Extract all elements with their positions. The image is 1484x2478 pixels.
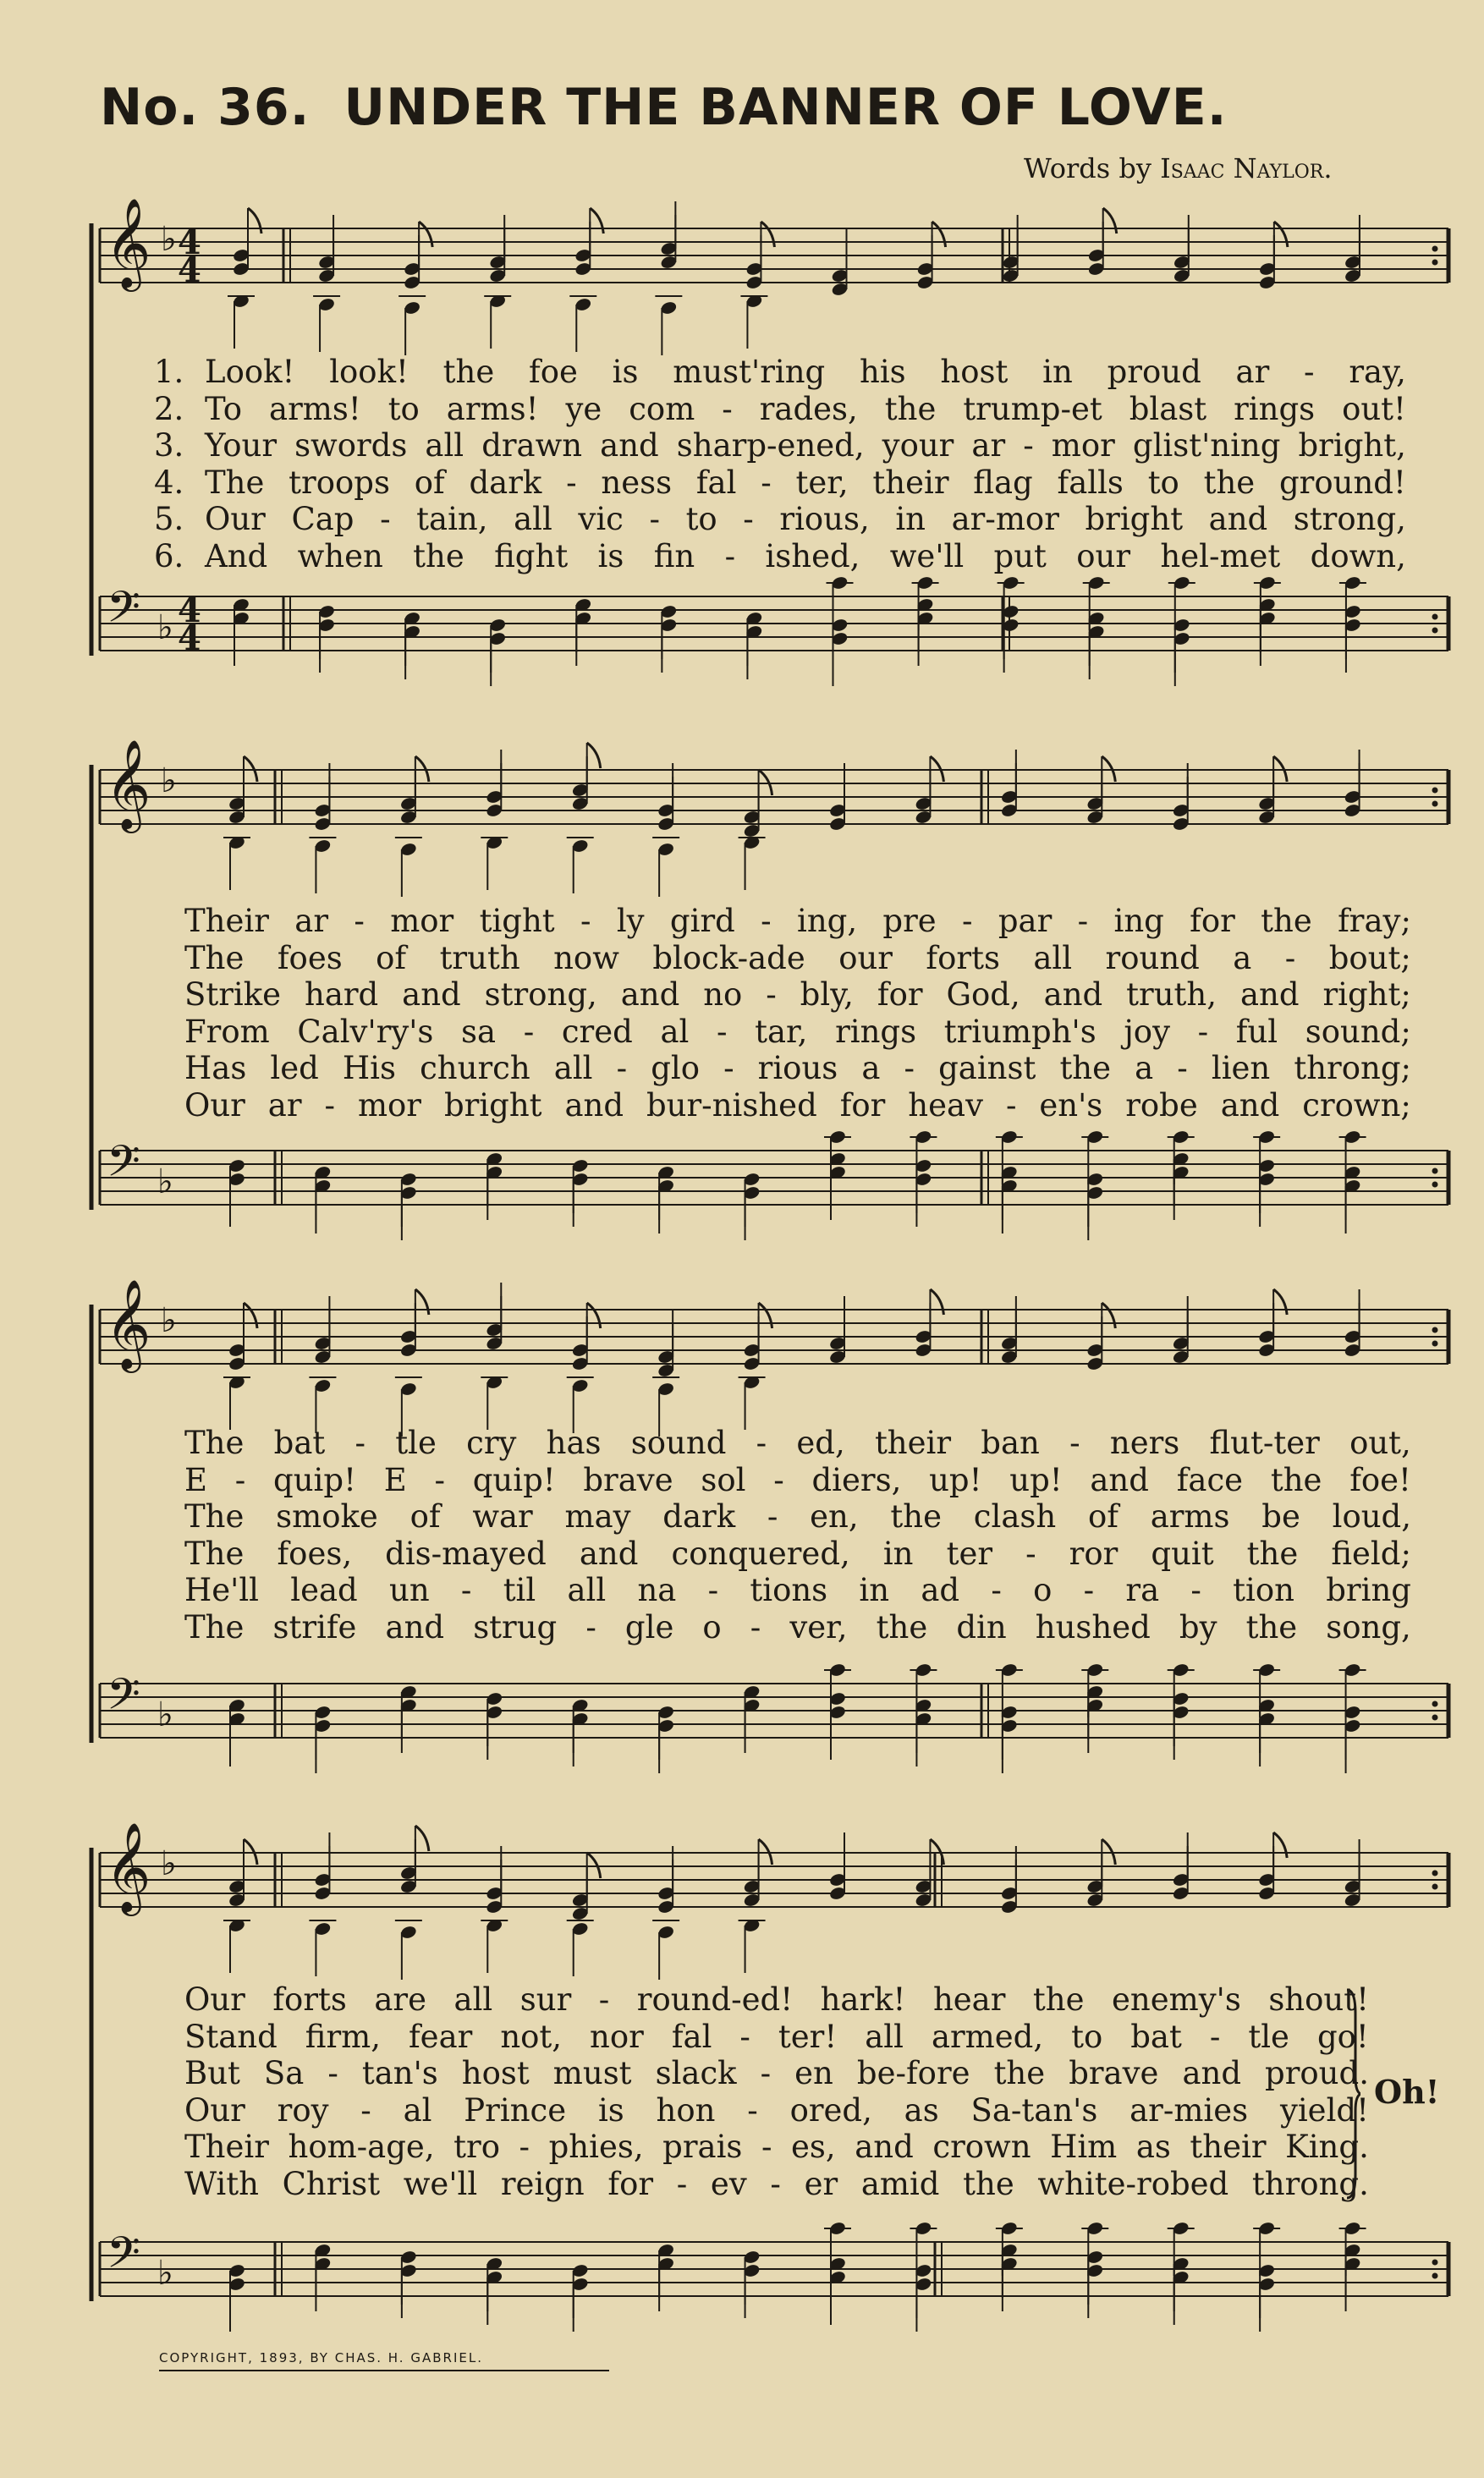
note-flag <box>590 208 603 234</box>
lyric-line <box>154 391 1406 428</box>
note-flag <box>759 1303 772 1328</box>
lyric-text: With Christ we'll reign for - ev - er amid the white-robed throng. <box>184 2165 1369 2202</box>
note-flag <box>244 1303 257 1328</box>
lyric-line <box>184 976 1411 1014</box>
bass-clef-icon: 𝄢 <box>107 581 140 643</box>
lyric-text: Has led His church all - glo - rious a - gainst the a - lien throng; <box>184 1050 1411 1086</box>
lyric-line <box>154 427 1406 464</box>
lyrics-system-2 <box>184 903 1411 1124</box>
note-flag <box>1274 222 1288 247</box>
lyric-text: The bat - tle cry has sound - ed, their ban - ners flut-ter out, <box>184 1425 1411 1461</box>
lyric-text: To arms! to arms! ye com - rades, the trump-et blast rings out! <box>205 390 1406 427</box>
lyric-line <box>154 354 1406 391</box>
note-flag <box>248 208 261 234</box>
copyright-notice: COPYRIGHT, 1893, BY CHAS. H. GABRIEL. <box>159 2350 483 2365</box>
lyric-line <box>184 2166 1369 2203</box>
bass-clef-icon: 𝄢 <box>107 2227 140 2288</box>
lyric-line <box>184 1462 1411 1499</box>
flat-icon: ♭ <box>157 2254 173 2293</box>
flat-icon: ♭ <box>161 1844 177 1883</box>
lyric-text: Your swords all drawn and sharp-ened, your ar - mor glist'ning bright, <box>205 427 1406 464</box>
lyric-line <box>184 1536 1411 1573</box>
repeat-dot <box>1432 246 1438 252</box>
note-flag <box>1102 1303 1115 1328</box>
lyric-line <box>184 940 1411 977</box>
treble-clef-icon: 𝄞 <box>105 197 151 288</box>
flat-icon: ♭ <box>157 608 173 647</box>
lyric-text: He'll lead un - til all na - tions in ad - o - ra - tion bring <box>184 1572 1411 1608</box>
author-name: Isaac Naylor. <box>1160 152 1333 184</box>
bass-clef-icon: 𝄢 <box>107 1668 140 1730</box>
lyric-text: The foes of truth now block-ade our forts all round a - bout; <box>184 939 1411 976</box>
repeat-dot <box>1432 1327 1438 1333</box>
time-signature-bottom: 4 <box>178 618 201 658</box>
lyric-line <box>184 1425 1411 1462</box>
verse-number: 6. <box>154 537 184 574</box>
lyric-line <box>184 1981 1369 2019</box>
repeat-dot <box>1432 2260 1438 2266</box>
repeat-dot <box>1432 1884 1438 1890</box>
lyric-line <box>184 1050 1411 1087</box>
note-flag <box>930 1289 943 1315</box>
lyric-line <box>184 2055 1369 2092</box>
lyric-line <box>184 1609 1411 1646</box>
lyric-text: Our ar - mor bright and bur-nished for heav - en's robe and crown; <box>184 1086 1411 1124</box>
lyric-text: The foes, dis-mayed and conquered, in ter - ror quit the field; <box>184 1535 1411 1572</box>
lyric-text: And when the fight is fin - ished, we'll put our hel-met down, <box>205 537 1406 574</box>
repeat-dot <box>1432 260 1438 266</box>
lyric-text: From Calv'ry's sa - cred al - tar, rings triumph's joy - ful sound; <box>184 1013 1411 1050</box>
verse-number: 1. <box>154 354 184 390</box>
lyric-text: Stand firm, fear not, nor fal - ter! all armed, to bat - tle go! <box>184 2018 1369 2055</box>
note-flag <box>415 1289 429 1315</box>
flat-icon: ♭ <box>157 1162 173 1201</box>
repeat-dot <box>1432 788 1438 794</box>
lyric-line <box>154 538 1406 575</box>
repeat-dot <box>1432 1182 1438 1188</box>
hymn-title-text: UNDER THE BANNER OF LOVE. <box>344 78 1228 137</box>
lyric-text: Their hom-age, tro - phies, prais - es, and crown Him as their King. <box>184 2129 1369 2165</box>
lyric-text: The troops of dark - ness fal - ter, their flag falls to the ground! <box>205 464 1406 501</box>
verse-number: 4. <box>154 464 184 501</box>
note-flag <box>1273 1832 1287 1858</box>
words-credit: Words by Isaac Naylor. <box>1024 152 1333 184</box>
repeat-dot <box>1432 1715 1438 1721</box>
lyrics-system-3 <box>184 1425 1411 1646</box>
time-signature-bottom: 4 <box>178 250 201 290</box>
note-flag <box>1103 208 1117 234</box>
lyric-line <box>184 1014 1411 1051</box>
lyric-line <box>184 1087 1411 1124</box>
repeat-dot <box>1432 801 1438 807</box>
lyric-text: E - quip! E - quip! brave sol - diers, up! up! and face the foe! <box>184 1461 1411 1498</box>
verse-number: 3. <box>154 427 184 464</box>
flat-icon: ♭ <box>157 1695 173 1734</box>
lyric-text: Our roy - al Prince is hon - ored, as Sa-tan's ar-mies yield! <box>184 2091 1369 2129</box>
lyric-line <box>154 501 1406 538</box>
time-signature-top: 4 <box>178 591 201 630</box>
treble-clef-icon: 𝄞 <box>105 1278 151 1369</box>
lyric-text: The smoke of war may dark - en, the clash of arms be loud, <box>184 1498 1411 1535</box>
note-flag <box>419 222 432 247</box>
lyric-line <box>154 464 1406 502</box>
repeat-dot <box>1432 628 1438 634</box>
lyric-line <box>184 2019 1369 2056</box>
note-flag <box>587 743 601 768</box>
lyric-text: Strike hard and strong, and no - bly, for God, and truth, and right; <box>184 976 1411 1013</box>
treble-clef-icon: 𝄞 <box>105 1821 151 1912</box>
repeat-dot <box>1432 1871 1438 1876</box>
repeat-dot <box>1432 2273 1438 2279</box>
lyric-text: But Sa - tan's host must slack - en be-fore the brave and proud. <box>184 2055 1369 2091</box>
flat-icon: ♭ <box>161 1301 177 1340</box>
verse-number: 2. <box>154 390 184 427</box>
lyric-text: Look! look! the foe is must'ring his host in proud ar - ray, <box>205 354 1406 390</box>
verse-number: 5. <box>154 501 184 537</box>
lyric-text: The strife and strug - gle o - ver, the din hushed by the song, <box>184 1608 1411 1646</box>
repeat-dot <box>1432 1341 1438 1347</box>
treble-clef-icon: 𝄞 <box>105 739 151 829</box>
lyric-line <box>184 903 1411 940</box>
bass-clef-icon: 𝄢 <box>107 1135 140 1197</box>
lyrics-system-1 <box>154 354 1406 574</box>
time-signature-top: 4 <box>178 223 201 262</box>
lyric-text: Our forts are all sur - round-ed! hark! hear the enemy's shout! <box>184 1981 1369 2018</box>
lyric-line <box>184 2129 1369 2166</box>
lyrics-system-4 <box>184 1981 1369 2202</box>
refrain-word: Oh! <box>1374 2073 1440 2111</box>
note-flag <box>415 1826 429 1851</box>
lyric-text: Our Cap - tain, all vic - to - rious, in ar-mor bright and strong, <box>205 501 1406 537</box>
repeat-dot <box>1432 1701 1438 1707</box>
lyric-line <box>184 1572 1411 1609</box>
note-flag <box>1273 1289 1287 1315</box>
flat-icon: ♭ <box>161 220 177 259</box>
lyric-text: Their ar - mor tight - ly gird - ing, pre - par - ing for the fray; <box>184 903 1411 939</box>
lyric-line <box>184 2092 1369 2129</box>
repeat-dot <box>1432 614 1438 620</box>
repeat-dot <box>1432 1168 1438 1174</box>
refrain-brace <box>1344 1988 1360 2200</box>
note-flag <box>587 1303 601 1328</box>
note-flag <box>761 222 774 247</box>
hymn-number: No. 36. <box>100 78 311 137</box>
flat-icon: ♭ <box>161 761 177 800</box>
lyric-line <box>184 1498 1411 1536</box>
note-flag <box>932 222 946 247</box>
